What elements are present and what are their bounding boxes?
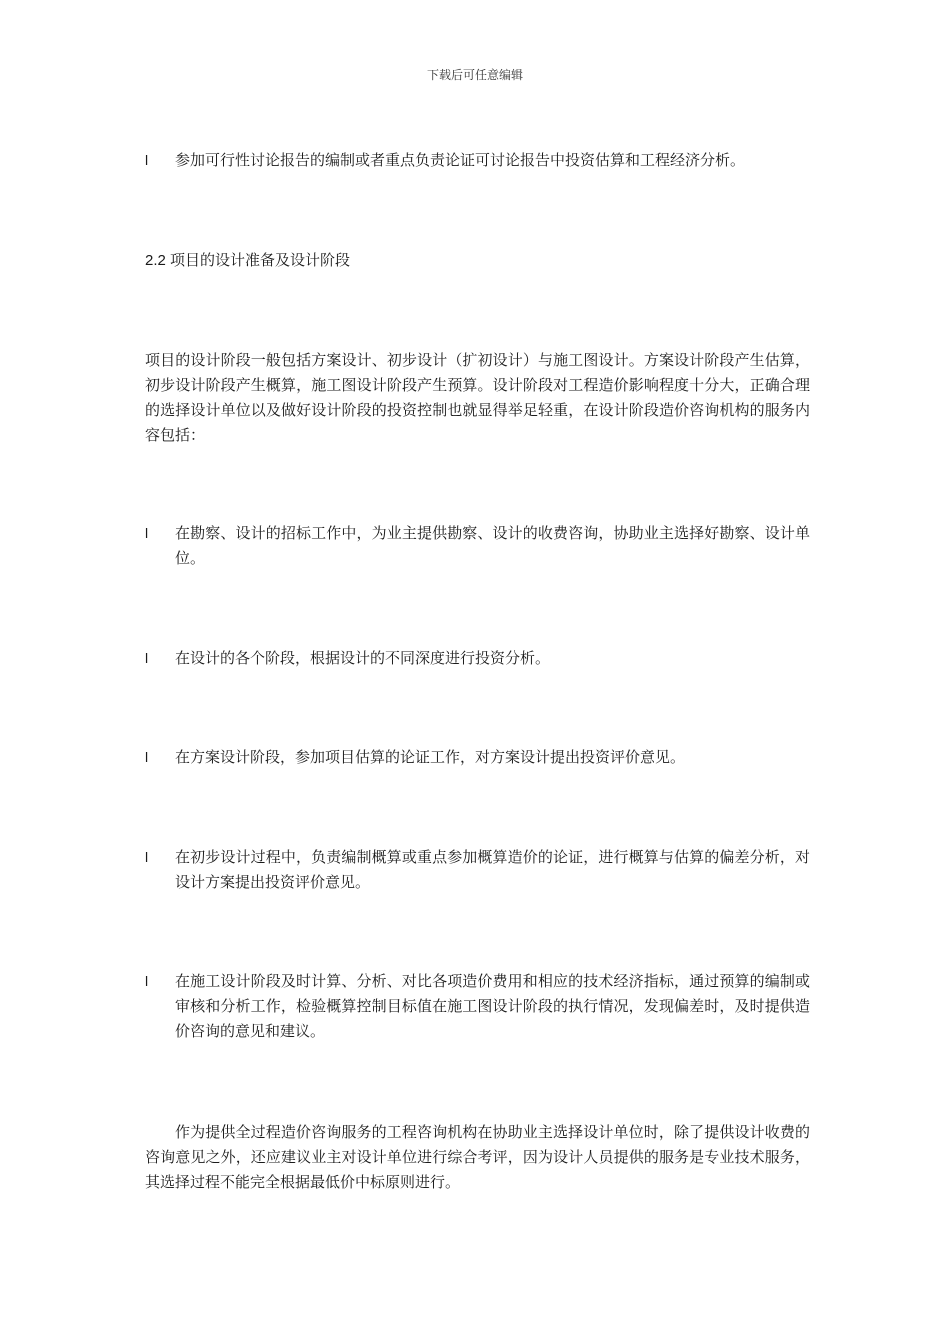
bullet-paragraph-4 (145, 745, 810, 770)
bullet-marker: l (145, 152, 149, 168)
bullet-marker: l (145, 973, 149, 989)
section-heading: 2.2 项目的设计准备及设计阶段 (145, 252, 351, 269)
bullet-text: 在设计的各个阶段，根据设计的不同深度进行投资分析。 (175, 649, 551, 667)
bullet-paragraph-5 (145, 845, 810, 895)
bullet-text: 在勘察、设计的招标工作中，为业主提供勘察、设计的收费咨询，协助业主选择好勘察、设计单位。 (175, 524, 810, 567)
body-paragraph-1: 项目的设计阶段一般包括方案设计、初步设计（扩初设计）与施工图设计。方案设计阶段产生估算，初步设计阶段产生概算，施工图设计阶段产生预算。设计阶段对工程造价影响程度十分大，正确合理的选择设计单位以及做好设计阶段的投资控制也就显得举足轻重，在设计阶段造价咨询机构的服务内容包括： (145, 351, 810, 444)
bullet-text: 在方案设计阶段，参加项目估算的论证工作，对方案设计提出投资评价意见。 (175, 748, 686, 766)
bullet-marker: l (145, 650, 149, 666)
bullet-paragraph-6 (145, 969, 810, 1044)
page-header: 下载后可任意编辑 (426, 68, 523, 82)
bullet-paragraph-3 (145, 646, 810, 671)
bullet-marker: l (145, 525, 149, 541)
bullet-marker: l (145, 749, 149, 765)
bullet-text: 在初步设计过程中，负责编制概算或重点参加概算造价的论证，进行概算与估算的偏差分析，对设计方案提出投资评价意见。 (175, 848, 810, 891)
bullet-marker: l (145, 849, 149, 865)
body-paragraph-2: 作为提供全过程造价咨询服务的工程咨询机构在协助业主选择设计单位时，除了提供设计收费的咨询意见之外，还应建议业主对设计单位进行综合考评，因为设计人员提供的服务是专业技术服务，其选择过程不能完全根据最低价中标原则进行。 (145, 1123, 810, 1191)
bullet-paragraph-1 (145, 148, 810, 173)
bullet-paragraph-2 (145, 521, 810, 571)
bullet-text: 在施工设计阶段及时计算、分析、对比各项造价费用和相应的技术经济指标，通过预算的编制或审核和分析工作，检验概算控制目标值在施工图设计阶段的执行情况，发现偏差时，及时提供造价咨询的意见和建议。 (175, 972, 810, 1040)
bullet-text: 参加可行性讨论报告的编制或者重点负责论证可讨论报告中投资估算和工程经济分析。 (175, 151, 746, 169)
